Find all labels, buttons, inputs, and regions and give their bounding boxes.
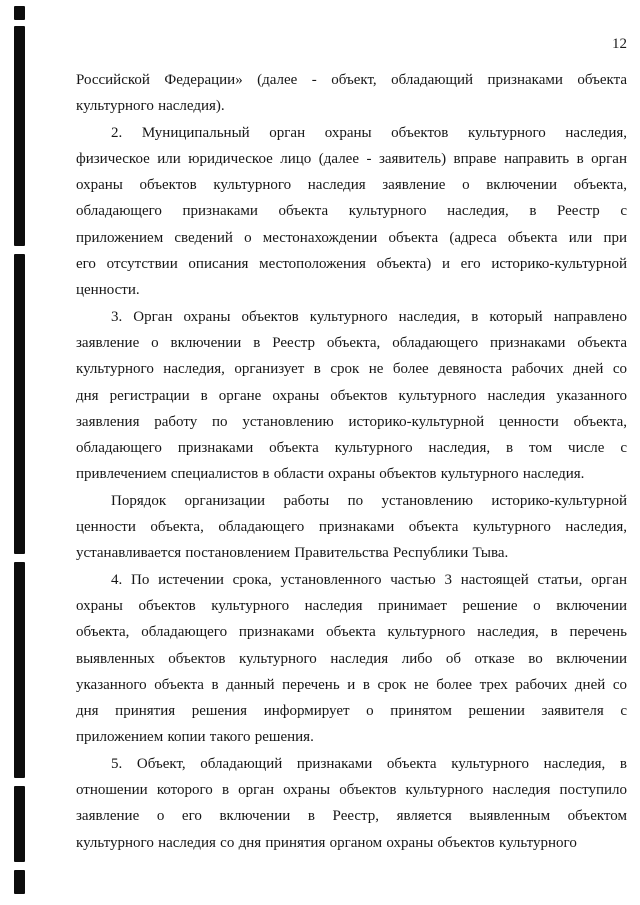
text-line: заявления работу по установлению историко-культурной ценности объекта, — [76, 413, 627, 430]
scan-strip-segment — [14, 786, 25, 862]
scan-strip-segment — [14, 562, 25, 778]
text-line: привлечением специалистов в области охраны объектов культурного наследия. — [76, 466, 585, 483]
scan-strip-segment — [14, 26, 25, 246]
text-line: 4. По истечении срока, установленного частью 3 настоящей статьи, орган — [111, 571, 627, 588]
text-line: приложением копии такого решения. — [76, 729, 314, 746]
paragraph — [76, 488, 627, 567]
text-line: Порядок организации работы по установлению историко-культурной — [111, 492, 627, 509]
text-line: дня регистрации в органе охраны объектов культурного наследия указанного — [76, 387, 627, 404]
paragraph — [76, 67, 627, 120]
text-line: 5. Объект, обладающий признаками объекта культурного наследия, в — [111, 755, 627, 772]
scan-strip-segment — [14, 870, 25, 894]
text-line: охраны объектов культурного наследия принимает решение о включении — [76, 597, 627, 614]
paragraph — [76, 751, 627, 856]
text-line: физическое или юридическое лицо (далее - заявитель) вправе направить в орган — [76, 150, 627, 167]
paragraph — [76, 120, 627, 304]
paragraph — [76, 304, 627, 488]
text-line: заявление о включении в Реестр объекта, обладающего признаками объекта — [76, 334, 627, 351]
text-line: устанавливается постановлением Правительства Республики Тыва. — [76, 545, 509, 562]
text-line: заявление о его включении в Реестр, является выявленным объектом — [76, 808, 627, 825]
text-line: культурного наследия со дня принятия органом охраны объектов культурного — [76, 834, 577, 851]
text-line: указанного объекта в данный перечень и в срок не более трех рабочих дней со — [76, 676, 627, 693]
text-line: ценности объекта, обладающего признаками объекта культурного наследия, — [76, 519, 627, 536]
text-line: отношении которого в орган охраны объектов культурного наследия поступило — [76, 782, 627, 799]
scan-binding-artifact — [14, 0, 25, 905]
text-line: культурного наследия, организует в срок не более девяноста рабочих дней со — [76, 361, 627, 378]
scan-strip-segment — [14, 254, 25, 554]
text-line: его отсутствии описания местоположения объекта) и его историко-культурной — [76, 256, 627, 273]
text-line: Российской Федерации» (далее - объект, обладающий признаками объекта — [76, 72, 627, 88]
text-line: культурного наследия). — [76, 98, 225, 115]
text-line: объекта, обладающего признаками объекта культурного наследия, в перечень — [76, 624, 627, 641]
text-line: охраны объектов культурного наследия заявление о включении объекта, — [76, 177, 627, 194]
scan-strip-segment — [14, 6, 25, 20]
page-number: 12 — [612, 36, 627, 52]
text-line: обладающего признаками объекта культурного наследия, в Реестр с — [76, 203, 627, 220]
text-line: 3. Орган охраны объектов культурного наследия, в который направлено — [111, 308, 627, 325]
text-line: дня принятия решения информирует о принятом решении заявителя с — [76, 703, 627, 720]
text-line: приложением сведений о местонахождении объекта (адреса объекта или при — [76, 229, 627, 246]
text-line: выявленных объектов культурного наследия либо об отказе во включении — [76, 650, 627, 667]
text-line: обладающего признаками объекта культурного наследия, в том числе с — [76, 440, 627, 457]
text-line: ценности. — [76, 282, 140, 299]
paragraph — [76, 567, 627, 751]
text-line: 2. Муниципальный орган охраны объектов культурного наследия, — [111, 124, 627, 141]
document-text-block — [76, 67, 627, 856]
